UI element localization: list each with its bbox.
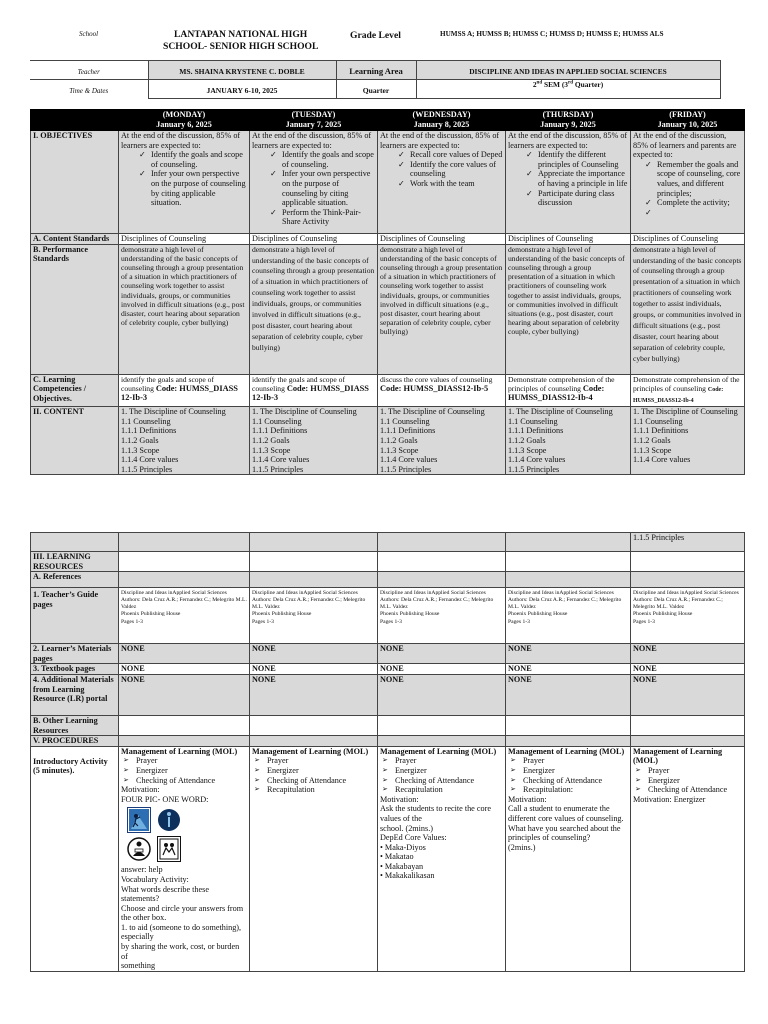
references-row [31, 572, 745, 588]
procedures-row [31, 736, 745, 747]
four-pics-row-1 [127, 807, 247, 833]
school-label: School [79, 30, 99, 38]
performance-standards-label: B. Performance Standards [31, 244, 119, 374]
procedures-label: V. PROCEDURES [31, 736, 119, 747]
additional-materials-cell: NONE [631, 674, 745, 715]
four-pics-row-2 [127, 836, 247, 862]
teacher-label: Teacher [77, 68, 100, 76]
objective-item: ✓ Participate during class discussion [526, 189, 628, 208]
intro-cell-thursday: Management of Learning (MOL) ➢ Prayer ➢ Energizer ➢ Checking of Attendance ➢ Recapitulation: Motivation: Call a student to enumerate the different core values of counseling. What have you searched about the principles of counseling? (2mins.) [506, 746, 631, 971]
learners-materials-label: 2. Learner’s Materials pages [31, 644, 119, 664]
teachers-guide-cell: Discipline and Ideas inApplied Social Sciences Authors: Dela Cruz A.R.; Fernandez C.; Melegrito M.L. Valdez Phoenix Publishing House Pages 1-3 [119, 588, 250, 644]
content-standards-row [31, 234, 745, 245]
intro-cell-friday: Management of Learning (MOL) ➢ Prayer ➢ Energizer ➢ Checking of Attendance Motivation: Energizer [631, 746, 745, 971]
content-standards-cell: Disciplines of Counseling [506, 234, 631, 245]
school-name-line-1: LANTAPAN NATIONAL HIGH [174, 29, 308, 40]
additional-materials-cell: NONE [250, 674, 378, 715]
dark-circle-figure-icon [157, 807, 181, 833]
intro-activity-row [31, 746, 745, 971]
teachers-guide-cell: Discipline and Ideas inApplied Social Sciences Authors: Dela Cruz A.R.; Fernandez C.; Melegrito M.L. Valdez Phoenix Publishing House Pages 1-3 [250, 588, 378, 644]
learning-area-label-cell [336, 61, 416, 80]
objectives-cell-monday: At the end of the discussion, 85% of learners are expected to: ✓ Identify the goals and scope of counseling. ✓ Infer your own perspective on the purpose of counseling by citing applicable situation. [119, 131, 250, 234]
objectives-row [31, 131, 745, 234]
content-cell-tuesday: 1. The Discipline of Counseling 1.1 Counseling 1.1.1 Definitions 1.1.2 Goals 1.1.3 Scope 1.1.4 Core values 1.1.5 Principles [250, 407, 378, 475]
school-name [163, 29, 343, 53]
list-item: ➢ Prayer [254, 756, 375, 766]
list-item: ➢ Prayer [123, 756, 247, 766]
content-standards-label: A. Content Standards [31, 234, 119, 245]
quarter-value: 2nd SEM (3rd Quarter) [532, 80, 604, 89]
learners-materials-cell: NONE [119, 644, 250, 664]
content-label: II. CONTENT [31, 407, 119, 475]
time-dates-value: JANUARY 6-10, 2025 [206, 86, 278, 95]
performance-standards-row [31, 244, 745, 374]
grade-level-value: HUMSS A; HUMSS B; HUMSS C; HUMSS D; HUMSS E; HUMSS ALS [440, 30, 664, 38]
content-cell-thursday: 1. The Discipline of Counseling 1.1 Counseling 1.1.1 Definitions 1.1.2 Goals 1.1.3 Scope 1.1.4 Core values 1.1.5 Principles [506, 407, 631, 475]
objective-item: ✓ Identify the goals and scope of counseling. [139, 150, 247, 169]
learners-materials-row [31, 644, 745, 664]
day-header-friday: (FRIDAY) January 10, 2025 [631, 110, 745, 131]
objective-item: ✓ Perform the Think-Pair-Share Activity [270, 208, 375, 227]
learning-resources-row [31, 552, 745, 572]
teachers-guide-row [31, 588, 745, 644]
objectives-cell-tuesday: At the end of the discussion, 85% of learners are expected to: ✓ Identify the goals and scope of counseling. ✓ Infer your own perspective on the purpose of counseling by citing applicable situation. ✓ Perform the Think-Pair-Share Activity [250, 131, 378, 234]
learning-area-value-cell [416, 61, 720, 80]
learning-resources-label: III. LEARNING RESOURCES [31, 552, 119, 572]
objective-item: ✓ Infer your own perspective on the purpose of counseling by citing applicable situation. [270, 169, 375, 207]
competencies-cell: identify the goals and scope of counseling Code: HUMSS_DIASS 12-Ib-3 [250, 374, 378, 407]
content-cell-wednesday: 1. The Discipline of Counseling 1.1 Counseling 1.1.1 Definitions 1.1.2 Goals 1.1.3 Scope 1.1.4 Core values 1.1.5 Principles [378, 407, 506, 475]
list-item: ➢ Prayer [510, 756, 628, 766]
other-resources-label: B. Other Learning Resources [31, 715, 119, 735]
performance-standards-cell: demonstrate a high level of understanding of the basic concepts of counseling through a group presentation of a situation in which practitioners of counseling work together to assist individuals, groups, or communities involved in difficult situations (e.g., post disaster, court hearing about separation of celebrity couple, cyber bullying) [631, 244, 745, 374]
objective-item: ✓ Complete the activity; [645, 198, 742, 208]
list-item: ➢ Checking of Attendance [635, 785, 742, 795]
objective-item: ✓ Identify the core values of counseling [398, 160, 503, 179]
day-header-corner [31, 110, 119, 131]
performance-standards-cell: demonstrate a high level of understanding of the basic concepts of counseling through a group presentation of a situation in which practitioners of counseling work together to assist individuals, groups, or communities involved in difficult situations (e.g., post disaster, court hearing about separation of celebrity couple, cyber bullying) [506, 244, 631, 374]
teacher-label-cell [30, 61, 148, 80]
objective-item: ✓ Remember the goals and scope of counseling, core values, and different principles; [645, 160, 742, 198]
intro-cell-monday: Management of Learning (MOL) ➢ Prayer ➢ Energizer ➢ Checking of Attendance Motivation: FOUR PIC- ONE WORD: answer: help Vocabulary Activity: What words describe these statements? Choose and circle your answers from the other box. 1. to aid (someone to do something), especially by sharing the work, cost, or burden of something [119, 746, 250, 971]
teacher-name: MS. SHAINA KRYSTENE C. DOBLE [179, 67, 305, 76]
additional-materials-cell: NONE [378, 674, 506, 715]
helping-hands-icon [157, 836, 181, 862]
textbook-row [31, 664, 745, 675]
content-standards-cell: Disciplines of Counseling [250, 234, 378, 245]
competencies-label: C. Learning Competencies / Objectives. [31, 374, 119, 407]
teachers-guide-label: 1. Teacher’s Guide pages [31, 588, 119, 644]
grade-level-label: Grade Level [350, 30, 401, 41]
content-row [31, 407, 745, 475]
competencies-row [31, 374, 745, 407]
mol-title: Management of Learning (MOL) [633, 746, 723, 766]
time-dates-label: Time & Dates [69, 87, 109, 95]
content-carryover-row [31, 533, 745, 552]
references-label: A. References [31, 572, 119, 588]
objective-item: ✓ Recall core values of Deped [398, 150, 503, 160]
objective-item: ✓ Work with the team [398, 179, 503, 189]
additional-materials-row [31, 674, 745, 715]
mol-title: Management of Learning (MOL) [508, 746, 625, 756]
content-standards-cell: Disciplines of Counseling [631, 234, 745, 245]
textbook-cell: NONE [378, 664, 506, 675]
performance-standards-cell: demonstrate a high level of understanding of the basic concepts of counseling through a group presentation of a situation in which practitioners of counseling work together to assist individuals, groups, or communities involved in difficult situations (e.g., post disaster, court hearing about separation of celebrity couple, cyber bullying) [250, 244, 378, 374]
competencies-cell: Demonstrate comprehension of the principles of counseling Code: HUMSS_DIASS12-Ib-4 [506, 374, 631, 407]
learners-materials-cell: NONE [378, 644, 506, 664]
additional-materials-cell: NONE [506, 674, 631, 715]
list-item: ➢ Recapitulation [254, 785, 375, 795]
objective-item: ✓ Identify the different principles of Counseling [526, 150, 628, 169]
teachers-guide-cell: Discipline and Ideas inApplied Social Sciences Authors: Dela Cruz A.R.; Fernandez C.; Melegrito M.L. Valdez Phoenix Publishing House Pages 1-3 [378, 588, 506, 644]
list-item: ➢ Energizer [382, 766, 503, 776]
competencies-cell: Demonstrate comprehension of the principles of counseling Code: HUMSS_DIASS12-Ib-4 [631, 374, 745, 407]
teachers-guide-cell: Discipline and Ideas inApplied Social Sciences Authors: Dela Cruz A.R.; Fernandez C.; Melegrito M.L. Valdez Phoenix Publishing House Pages 1-3 [631, 588, 745, 644]
main-table-continued [30, 532, 745, 972]
list-item: ➢ Recapitulation: [510, 785, 628, 795]
list-item: ➢ Checking of Attendance [254, 776, 375, 786]
header-table [30, 60, 721, 99]
objective-item [645, 208, 742, 217]
list-item: ➢ Energizer [635, 776, 742, 786]
objective-item: ✓ Infer your own perspective on the purpose of counseling by citing applicable situation. [139, 169, 247, 207]
learners-materials-cell: NONE [250, 644, 378, 664]
learning-area-value: DISCIPLINE AND IDEAS IN APPLIED SOCIAL SCIENCES [469, 67, 667, 76]
mol-title: Management of Learning (MOL) [121, 746, 238, 756]
time-dates-value-cell [148, 80, 336, 99]
reading-person-icon [127, 836, 151, 862]
competencies-cell: identify the goals and scope of counseling Code: HUMSS_DIASS 12-Ib-3 [119, 374, 250, 407]
content-standards-cell: Disciplines of Counseling [378, 234, 506, 245]
content-carryover-cell: 1.1.5 Principles [631, 533, 745, 552]
list-item: ➢ Checking of Attendance [123, 776, 247, 786]
teachers-guide-cell: Discipline and Ideas inApplied Social Sciences Authors: Dela Cruz A.R.; Fernandez C.; Melegrito M.L. Valdez Phoenix Publishing House Pages 1-3 [506, 588, 631, 644]
additional-materials-label: 4. Additional Materials from Learning Resource (LR) portal [31, 674, 119, 715]
objectives-cell-thursday: At the end of the discussion, 85% of learners are expected to: ✓ Identify the different principles of Counseling ✓ Appreciate the importance of having a principle in life ✓ Participate during class discussion [506, 131, 631, 234]
objectives-label: I. OBJECTIVES [31, 131, 119, 234]
performance-standards-cell: demonstrate a high level of understanding of the basic concepts of counseling through a group presentation of a situation in which practitioners of counseling work together to assist individuals, groups, or communities involved in difficult situations (e.g., post disaster, court hearing about separation of celebrity couple, cyber bullying) [119, 244, 250, 374]
content-cell-friday: 1. The Discipline of Counseling 1.1 Counseling 1.1.1 Definitions 1.1.2 Goals 1.1.3 Scope 1.1.4 Core values [631, 407, 745, 475]
day-header-monday: (MONDAY) January 6, 2025 [119, 110, 250, 131]
list-item: ➢ Recapitulation [382, 785, 503, 795]
learning-area-label: Learning Area [349, 66, 403, 76]
objective-item: ✓ Appreciate the importance of having a principle in life [526, 169, 628, 188]
day-header-thursday: (THURSDAY) January 9, 2025 [506, 110, 631, 131]
content-standards-cell: Disciplines of Counseling [119, 234, 250, 245]
quarter-label-cell [336, 80, 416, 99]
learners-materials-cell: NONE [506, 644, 631, 664]
mol-title: Management of Learning (MOL) [252, 746, 369, 756]
textbook-label: 3. Textbook pages [31, 664, 119, 675]
quarter-value-cell [416, 80, 720, 99]
main-table [30, 109, 745, 475]
textbook-cell: NONE [506, 664, 631, 675]
list-item: ➢ Energizer [510, 766, 628, 776]
list-item: ➢ Checking of Attendance [382, 776, 503, 786]
help-climb-icon [127, 807, 151, 833]
school-name-line-2: SCHOOL- SENIOR HIGH SCHOOL [163, 41, 319, 52]
additional-materials-cell: NONE [119, 674, 250, 715]
quarter-label: Quarter [362, 86, 390, 95]
mol-title: Management of Learning (MOL) [380, 746, 497, 756]
intro-activity-label: Introductory Activity (5 minutes). [31, 746, 119, 971]
objectives-cell-friday: At the end of the discussion, 85% of learners and parents are expected to: ✓ Remember the goals and scope of counseling, core values, and different principles; ✓ Complete the activity; ✓ [631, 131, 745, 234]
list-item: ➢ Checking of Attendance [510, 776, 628, 786]
textbook-cell: NONE [119, 664, 250, 675]
teacher-name-cell [148, 61, 336, 80]
list-item: ➢ Prayer [635, 766, 742, 776]
day-header-tuesday: (TUESDAY) January 7, 2025 [250, 110, 378, 131]
textbook-cell: NONE [250, 664, 378, 675]
intro-cell-tuesday [250, 746, 378, 971]
day-header-row [31, 110, 745, 131]
competencies-cell: discuss the core values of counseling Code: HUMSS_DIASS12-Ib-5 [378, 374, 506, 407]
list-item: ➢ Energizer [254, 766, 375, 776]
content-cell-monday: 1. The Discipline of Counseling 1.1 Counseling 1.1.1 Definitions 1.1.2 Goals 1.1.3 Scope 1.1.4 Core values 1.1.5 Principles [119, 407, 250, 475]
objectives-cell-wednesday: At the end of the discussion, 85% of learners are expected to: ✓ Recall core values of Deped ✓ Identify the core values of counseling ✓ Work with the team [378, 131, 506, 234]
day-header-wednesday: (WEDNESDAY) January 8, 2025 [378, 110, 506, 131]
list-item: ➢ Prayer [382, 756, 503, 766]
time-dates-label-cell [30, 80, 148, 99]
textbook-cell: NONE [631, 664, 745, 675]
list-item: ➢ Energizer [123, 766, 247, 776]
intro-cell-wednesday: Management of Learning (MOL) ➢ Prayer ➢ Energizer ➢ Checking of Attendance ➢ Recapitulation Motivation: Ask the students to recite the core values of the school. (2mins.) DepEd Core Values: • Maka-Diyos • Makatao • Makabayan • Makakalikasan [378, 746, 506, 971]
other-resources-row [31, 715, 745, 735]
performance-standards-cell: demonstrate a high level of understanding of the basic concepts of counseling through a group presentation of a situation in which practitioners of counseling work together to assist individuals, groups, or communities involved in difficult situations (e.g., post disaster, court hearing about separation of celebrity couple, cyber bullying) [378, 244, 506, 374]
learners-materials-cell: NONE [631, 644, 745, 664]
objective-item: ✓ Identify the goals and scope of counseling. [270, 150, 375, 169]
